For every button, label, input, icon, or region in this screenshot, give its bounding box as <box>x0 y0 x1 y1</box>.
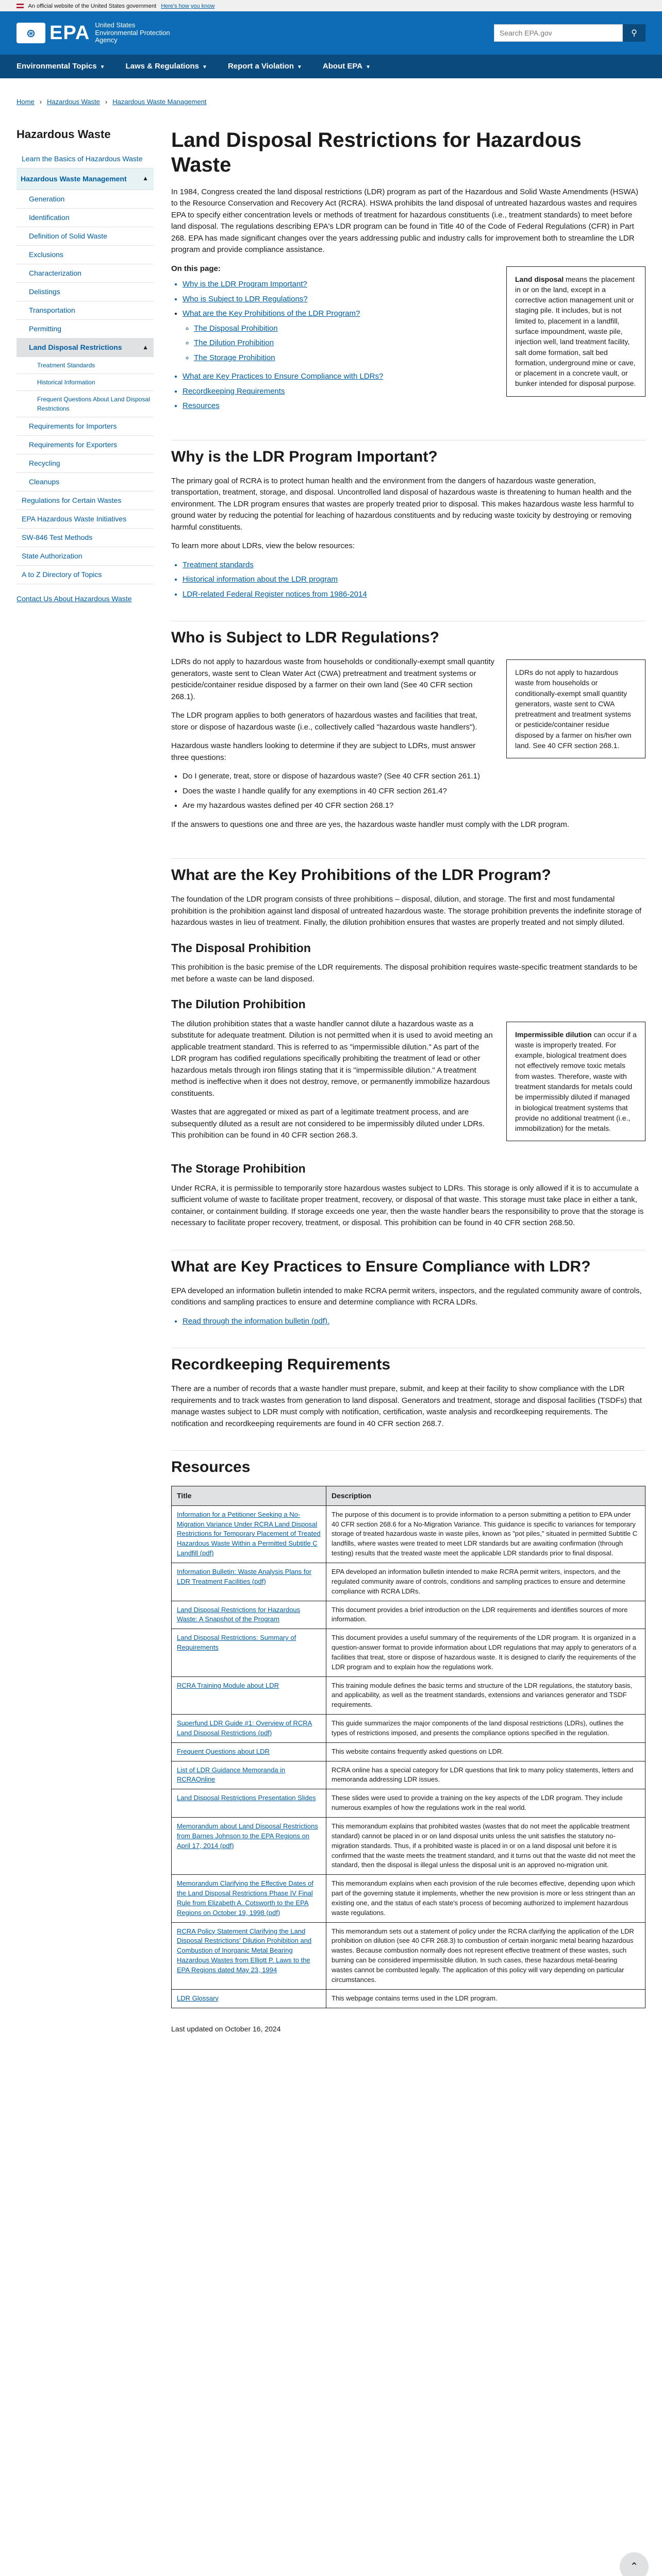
nav-label: About EPA <box>322 61 363 71</box>
question-item: • Do I generate, treat, store or dispose of hazardous waste? (See 40 CFR section 261.1) <box>183 771 646 783</box>
agency-line-1: United States <box>95 21 136 29</box>
section-heading-who: Who is Subject to LDR Regulations? <box>171 621 646 647</box>
resource-title-cell <box>172 1601 326 1629</box>
sidebar <box>16 121 159 2035</box>
bulletin-link[interactable]: • Read through the information bulletin (pdf). <box>183 1316 646 1328</box>
sidebar-section-hw-management[interactable] <box>16 168 154 190</box>
resource-description-cell: The purpose of this document is to provide information to a person submitting a petition to EPA under 40 CFR section 268.6 for a No-Migration Variance. This guidance is specific to variances for temporary storage of treated hazardous waste in waste piles, known as "pot piles," situated in permitted Subtitle C landfills, where wastes were treated to meet LDR standards but are awaiting confirmation (through testing) results that the treated waste meet the applicable LDR standards prior to final disposal. <box>326 1505 646 1563</box>
sidebar-item[interactable]: Recycling <box>16 454 154 473</box>
why-links <box>183 560 646 601</box>
gov-banner-text: An official website of the United States government <box>28 3 157 9</box>
nav-label: Laws & Regulations <box>125 61 200 71</box>
table-row <box>172 1563 646 1601</box>
question-item: • Does the waste I handle qualify for any exemptions in 40 CFR section 261.4? <box>183 786 646 798</box>
resource-title-link[interactable]: Land Disposal Restrictions for Hazardous Waste: A Snapshot of the Program <box>177 1605 301 1623</box>
sidebar-item[interactable]: State Authorization <box>16 547 154 566</box>
resource-title-link[interactable]: Frequent Questions about LDR <box>177 1747 270 1755</box>
section-heading-recordkeeping: Recordkeeping Requirements <box>171 1348 646 1374</box>
resource-description-cell: This guide summarizes the major components of the land disposal restrictions (LDRs), outlines the types of restrictions imposed, and presents the compliance options specified in the regulation. <box>326 1715 646 1743</box>
resource-link[interactable]: • Historical information about the LDR program <box>183 574 646 586</box>
chevron-up-icon: ▲ <box>142 174 148 182</box>
who-paragraph-4: If the answers to questions one and three are yes, the hazardous waste handler must comply with the LDR program. <box>171 820 570 829</box>
epa-logo-mark: ⊛ <box>16 23 45 43</box>
intro-paragraph: In 1984, Congress created the land disposal restrictions (LDR) program as part of the Hazardous and Solid Waste Amendments (HSWA) to the Resource Conservation and Recovery Act (RCRA). HSWA prohibits the land disposal of untreated hazardous wastes and requires EPA to specify either concentration levels or methods of treatment for hazardous constituents (i.e., treatment standards) to meet before land disposal. The regulations describing EPA's LDR program can be found in Title 40 of the Code of Federal Regulations (CFR) in Part 268. EPA has made significant changes over the years addressing public and industry calls for improvement both to streamline the LDR program and provide compliance assistance. <box>171 187 638 254</box>
us-flag-icon <box>16 4 24 8</box>
toc-link[interactable]: • Resources <box>183 400 646 412</box>
column-header-title: Title <box>172 1486 326 1505</box>
sidebar-item[interactable]: Cleanups <box>16 473 154 492</box>
section-heading-why: Why is the LDR Program Important? <box>171 440 646 466</box>
who-questions <box>183 771 646 812</box>
who-paragraph-3: Hazardous waste handlers looking to determine if they are subject to LDRs, must answer three questions: <box>171 741 476 762</box>
sidebar-subitem[interactable]: Frequent Questions About Land Disposal Restrictions <box>16 391 154 417</box>
callout-term: Land disposal <box>515 275 564 283</box>
resource-title-link[interactable]: Information Bulletin: Waste Analysis Plans for LDR Treatment Facilities (pdf) <box>177 1567 312 1585</box>
storage-paragraph: Under RCRA, it is permissible to temporarily store hazardous wastes subject to LDRs. This storage is only allowed if it is to accumulate a sufficient volume of waste to facilitate proper treatment, recovery, or disposal of that waste. This storage must take place in either a tank, container, or containment building. If storage exceeds one year, then the waste handler bears the responsibility to prove that the storage is necessary to facilitate proper recovery, treatment, or disposal. This prohibition can be found in 40 CFR section 268.50. <box>171 1183 644 1228</box>
resource-title-cell <box>172 1505 326 1563</box>
sidebar-item-ldr-current[interactable] <box>16 338 154 357</box>
resource-title-link[interactable]: Land Disposal Restrictions Presentation Slides <box>177 1794 316 1802</box>
epa-logo-text: EPA <box>49 22 90 44</box>
table-row <box>172 1715 646 1743</box>
table-row <box>172 1742 646 1761</box>
nav-about-epa[interactable] <box>323 61 371 73</box>
resources-table <box>171 1486 646 2008</box>
toc-link[interactable]: • Recordkeeping Requirements <box>183 386 646 398</box>
resource-title-cell <box>172 1742 326 1761</box>
dilution-paragraph-1: The dilution prohibition states that a waste handler cannot dilute a hazardous waste as a substitute for adequate treatment. Dilution is not permitted when it is used to avoid meeting an applicable treatment standard. This is referred to as "impermissible dilution." As part of the LDR program has codified regulations specifically prohibiting the treatment of lead or other hazardous metals through iron filings stating that it is "impermissible dilution." A treatment method is ineffective when it does not destroy, remove, or permanently immobilize hazardous constituents. <box>171 1019 493 1098</box>
page-title: Land Disposal Restrictions for Hazardous Waste <box>171 128 582 176</box>
main-nav <box>0 55 662 78</box>
toc-sublink[interactable]: ◦ The Disposal Prohibition <box>194 323 646 335</box>
sidebar-item[interactable]: Exclusions <box>16 246 154 264</box>
resource-title-link[interactable]: RCRA Policy Statement Clarifying the Land Disposal Restrictions' Dilution Prohibition and Combustion of Inorganic Metal Bearing Hazardous Wastes from Elliott P. Laws to the EPA Regions dated May 23, 1994 <box>177 1927 312 1974</box>
callout-text: can occur if a waste is improperly treated. For example, biological treatment does not effectively remove toxic metals from wastes. Therefore, waste with treatment standards for metals could be impermissibly diluted if managed in biological treatment systems that provide no additional treatment (i.e., immobilization) for the metals. <box>515 1030 637 1133</box>
nav-laws-regulations[interactable] <box>126 61 207 73</box>
sidebar-item[interactable]: A to Z Directory of Topics <box>16 566 154 584</box>
toc-sublink[interactable]: ◦ The Dilution Prohibition <box>194 337 646 349</box>
resource-title-cell <box>172 1818 326 1875</box>
resource-link[interactable]: • LDR-related Federal Register notices from 1986-2014 <box>183 589 646 601</box>
resource-title-cell <box>172 1629 326 1676</box>
resource-description-cell: This memorandum explains that prohibited wastes (wastes that do not meet the applicable treatment standard) cannot be placed in or on land disposal units unless the unit satisfies the statutory no-migration standards. Thus, if a prohibited waste is placed in or on a land disposal unit before it is confirmed that the waste meets the treatment standard, and it turns out that the waste did not meet the standard, then the disposal is illegal unless the disposal unit is an approved no-migration unit. <box>326 1818 646 1875</box>
toc-link[interactable]: What are the Key Prohibitions of the LDR Program? <box>183 309 360 318</box>
search-input[interactable] <box>494 24 623 42</box>
contact-us-link[interactable]: Contact Us About Hazardous Waste <box>16 594 132 603</box>
disposal-paragraph: This prohibition is the basic premise of the LDR requirements. The disposal prohibition requires waste-specific treatment standards to be met before a waste can be land disposed. <box>171 963 638 984</box>
table-row <box>172 1505 646 1563</box>
resource-title-link[interactable]: Memorandum about Land Disposal Restrictions from Barnes Johnson to the EPA Regions on April 17, 2014 (pdf) <box>177 1822 318 1850</box>
sidebar-item-learn-basics[interactable]: Learn the Basics of Hazardous Waste <box>16 150 154 168</box>
column-header-description: Description <box>326 1486 646 1505</box>
nav-environmental-topics[interactable] <box>16 61 105 73</box>
nav-label: Environmental Topics <box>16 61 97 71</box>
who-paragraph-2: The LDR program applies to both generators of hazardous wastes and facilities that treat, store or dispose of hazardous waste (i.e., collectively called "hazardous waste handlers"). <box>171 711 477 732</box>
subheading-disposal: The Disposal Prohibition <box>171 941 311 955</box>
sidebar-section-label: Hazardous Waste Management <box>21 174 127 183</box>
resource-description-cell: This website contains frequently asked questions on LDR. <box>326 1742 646 1761</box>
resource-title-link[interactable]: Information for a Petitioner Seeking a No-Migration Variance Under RCRA Land Disposal Restrictions for Temporary Placement of Treated Hazardous Waste Within a Permitted Subtitle C Landfill (pdf) <box>177 1510 321 1557</box>
sidebar-item[interactable]: Permitting <box>16 320 154 338</box>
subheading-dilution: The Dilution Prohibition <box>171 997 306 1011</box>
resource-description-cell: This document provides a useful summary of the requirements of the LDR program. It is organized in a question-answer format to provide information about LDR regulations that may apply to generators of a facilities that treat, store or dispose of hazardous waste. It is designed to clarify the requirements of the LDR program and to explain how the regulations work. <box>326 1629 646 1676</box>
table-row <box>172 1818 646 1875</box>
resource-title-cell <box>172 1875 326 1922</box>
sidebar-subitem[interactable]: Historical Information <box>16 374 154 391</box>
section-heading-key-prohibitions: What are the Key Prohibitions of the LDR Program? <box>171 858 646 885</box>
breadcrumb-hw-management[interactable]: Hazardous Waste Management <box>112 98 207 106</box>
land-disposal-callout <box>506 266 646 397</box>
sidebar-title: Hazardous Waste <box>16 127 111 141</box>
practices-paragraph: EPA developed an information bulletin intended to make RCRA permit writers, inspectors, and the regulated community aware of controls, conditions and sampling practices to ensure and determine compliance with RCRA LDRs. <box>171 1286 642 1307</box>
chevron-down-icon: ▼ <box>202 64 207 70</box>
chevron-up-icon: ▲ <box>142 343 148 351</box>
sidebar-item[interactable]: Generation <box>16 190 154 209</box>
who-paragraph-1: LDRs do not apply to hazardous waste from households or conditionally-exempt small quantity generators, waste sent to Clean Water Act (CWA) pretreatment and treatment systems or pesticide/container residue disposed by a farmer on their own land (See 40 CFR section 268.1). <box>171 657 494 701</box>
main-content <box>171 121 646 2572</box>
chevron-down-icon: ▼ <box>100 64 105 70</box>
resource-title-cell <box>172 1563 326 1601</box>
table-row <box>172 1875 646 1922</box>
search-button[interactable] <box>623 24 646 42</box>
table-row <box>172 1922 646 1989</box>
subheading-storage: The Storage Prohibition <box>171 1162 306 1176</box>
table-row <box>172 1989 646 2008</box>
resource-title-link[interactable]: Memorandum Clarifying the Effective Dates of the Land Disposal Restrictions Phase IV Final Rule from Elizabeth A. Cotsworth to the EPA Regions on October 19, 1998 (pdf) <box>177 1879 313 1917</box>
nav-report-violation[interactable] <box>228 61 302 73</box>
resource-title-link[interactable]: RCRA Training Module about LDR <box>177 1681 279 1689</box>
dilution-paragraph-2: Wastes that are aggregated or mixed as part of a legitimate treatment process, and are subsequently diluted as a result are not considered to be impermissibly diluted under LDRs. This prohibition can be found in 40 CFR section 268.3. <box>171 1108 485 1140</box>
agency-line-2: Environmental Protection <box>95 28 170 37</box>
breadcrumb-separator: › <box>105 98 108 106</box>
breadcrumb-home[interactable]: Home <box>16 98 35 106</box>
arrow-up-icon: ⌃ <box>630 2561 639 2572</box>
sidebar-item[interactable]: Transportation <box>16 301 154 320</box>
table-row <box>172 1676 646 1715</box>
callout-term: Impermissible dilution <box>515 1030 592 1039</box>
chevron-down-icon: ▼ <box>297 64 302 70</box>
resource-title-link[interactable]: Superfund LDR Guide #1: Overview of RCRA Land Disposal Restrictions (pdf) <box>177 1719 312 1737</box>
back-to-top-button[interactable] <box>620 2552 649 2576</box>
recordkeeping-paragraph: There are a number of records that a waste handler must prepare, submit, and keep at their facility to show compliance with the LDR requirements and to track wastes from generation to land disposal. Generators and treatment, storage and disposal facilities (TSDFs) that manage wastes subject to LDR must comply with notification, certification, waste analysis and recordkeeping requirements. The notification and recordkeeping requirements are found in 40 CFR section 268.7. <box>171 1384 642 1428</box>
site-header <box>0 11 662 55</box>
ldr-exemption-callout: LDRs do not apply to hazardous waste from households or conditionally-exempt small quantity generators, waste sent to CWA pretreatment and treatment systems or pesticide/container residue disposed by a farmer on his/her own land. See 40 CFR section 268.1. <box>506 659 646 758</box>
sidebar-item[interactable]: EPA Hazardous Waste Initiatives <box>16 510 154 529</box>
resource-title-cell <box>172 1989 326 2008</box>
resource-description-cell: RCRA online has a special category for LDR questions that link to many policy statements, letters and memoranda addressing LDR issues. <box>326 1761 646 1789</box>
sidebar-item[interactable]: Requirements for Exporters <box>16 436 154 454</box>
section-heading-resources: Resources <box>171 1450 646 1477</box>
toc-link[interactable]: • Who is Subject to LDR Regulations? <box>183 294 646 306</box>
search-icon: ⚲ <box>631 29 637 38</box>
impermissible-dilution-callout <box>506 1022 646 1142</box>
resource-title-cell <box>172 1715 326 1743</box>
table-header-row <box>172 1486 646 1505</box>
breadcrumb <box>0 78 662 107</box>
last-updated: Last updated on October 16, 2024 <box>171 2024 281 2033</box>
sidebar-item[interactable]: SW-846 Test Methods <box>16 529 154 547</box>
key-paragraph: The foundation of the LDR program consists of three prohibitions – disposal, dilution, and storage. The first and most fundamental prohibition is the prohibition against land disposal of untreated hazardous waste. The storage prohibition prevents the indefinite storage of hazardous wastes in lieu of treatment. Finally, the dilution prohibition ensures that wastes are properly treated and not simply diluted. <box>171 895 641 927</box>
sidebar-item[interactable]: Requirements for Importers <box>16 417 154 436</box>
resource-title-link[interactable]: LDR Glossary <box>177 1994 219 2002</box>
toc-link[interactable]: • Why is the LDR Program Important? <box>183 279 646 291</box>
table-row <box>172 1629 646 1676</box>
callout-text: means the placement in or on the land, except in a corrective action management unit or staging pile. It includes, but is not limited to, placement in a landfill, surface impoundment, waste pile, injection well, land treatment facility, salt dome formation, salt bed formation, underground mine or cave, or placement in a concrete vault, or bunker intended for disposal purpose. <box>515 275 636 388</box>
resource-description-cell: These slides were used to provide a training on the key aspects of the LDR program. They include numerous examples of how the regulations work in the real world. <box>326 1789 646 1818</box>
table-row <box>172 1601 646 1629</box>
table-row <box>172 1761 646 1789</box>
toc-link[interactable]: • What are Key Practices to Ensure Compliance with LDRs? <box>183 371 646 383</box>
resource-title-link[interactable]: Land Disposal Restrictions: Summary of Requirements <box>177 1634 296 1652</box>
sidebar-subitem[interactable]: Treatment Standards <box>16 357 154 374</box>
resource-title-cell <box>172 1922 326 1989</box>
sidebar-item[interactable]: Definition of Solid Waste <box>16 227 154 246</box>
resource-description-cell: This memorandum explains when each provision of the rule becomes effective, depending upon which part of the governing statute it implements, whether the new provision is more or less stringent than an existing one, and the status of each state's process of becoming authorized to implement hazardous waste regulations. <box>326 1875 646 1922</box>
table-row <box>172 1789 646 1818</box>
resource-title-cell <box>172 1789 326 1818</box>
resource-description-cell: This memorandum sets out a statement of policy under the RCRA clarifying the application of the LDR prohibition on dilution (see 40 CFR 268.3) to combustion of certain inorganic metal bearing hazardous wastes. Because combustion normally does not represent effective treatment of these wastes, such burning can be considered impermissible dilution. In such cases, these hazardous metal-bearing wastes cannot be combusted legally. The application of this policy will vary depending on particular circumstances. <box>326 1922 646 1989</box>
why-paragraph-2: To learn more about LDRs, view the below resources: <box>171 541 355 550</box>
how-you-know-link[interactable]: Here's how you know <box>161 3 215 9</box>
breadcrumb-separator: › <box>39 98 42 106</box>
breadcrumb-hazardous-waste[interactable]: Hazardous Waste <box>47 98 100 106</box>
agency-line-3: Agency <box>95 36 118 44</box>
practices-links <box>183 1316 646 1328</box>
section-heading-practices: What are Key Practices to Ensure Compliance with LDR? <box>171 1250 646 1276</box>
resource-description-cell: This document provides a brief introduction on the LDR requirements and identifies sources of more information. <box>326 1601 646 1629</box>
chevron-down-icon: ▼ <box>366 64 371 70</box>
resources-table-body <box>172 1505 646 2008</box>
sidebar-item[interactable]: Identification <box>16 209 154 227</box>
resource-title-cell <box>172 1676 326 1715</box>
sidebar-item[interactable]: Characterization <box>16 264 154 283</box>
resource-description-cell: This training module defines the basic terms and structure of the LDR regulations, the statutory basis, and applicability, as well as the treatment standards, extensions and variances generator and TSDF requirements. <box>326 1676 646 1715</box>
resource-description-cell: This webpage contains terms used in the LDR program. <box>326 1989 646 2008</box>
epa-logo[interactable] <box>16 19 170 48</box>
resource-link[interactable]: • Treatment standards <box>183 560 646 571</box>
agency-name <box>95 22 170 45</box>
sidebar-current-label: Land Disposal Restrictions <box>29 343 122 351</box>
sidebar-item[interactable]: Regulations for Certain Wastes <box>16 492 154 510</box>
why-paragraph-1: The primary goal of RCRA is to protect human health and the environment from the dangers of hazardous waste generation, transportation, treatment, storage, and disposal. Uncontrolled land disposal of hazardous waste is threatening to human health and the environment. The LDR program ensures that wastes are properly treated prior to disposal. This makes hazardous waste less harmful to ground water by reducing the potential for leaching of hazardous constituents and by reducing waste toxicity by destroying or removing harmful constituents. <box>171 476 634 532</box>
gov-banner <box>0 0 662 11</box>
question-item: • Are my hazardous wastes defined per 40 CFR section 268.1? <box>183 800 646 812</box>
sidebar-item[interactable]: Delistings <box>16 283 154 301</box>
site-search <box>494 24 646 42</box>
toc-sublink[interactable]: ◦ The Storage Prohibition <box>194 352 646 364</box>
resource-description-cell: EPA developed an information bulletin intended to make RCRA permit writers, inspectors, and the regulated community aware of controls, conditions and sampling practices to ensure and determine compliance with RCRA LDRs. <box>326 1563 646 1601</box>
on-this-page-label: On this page: <box>171 264 221 273</box>
nav-label: Report a Violation <box>227 61 294 71</box>
resource-title-cell <box>172 1761 326 1789</box>
resource-title-link[interactable]: List of LDR Guidance Memoranda in RCRAOnline <box>177 1766 286 1784</box>
